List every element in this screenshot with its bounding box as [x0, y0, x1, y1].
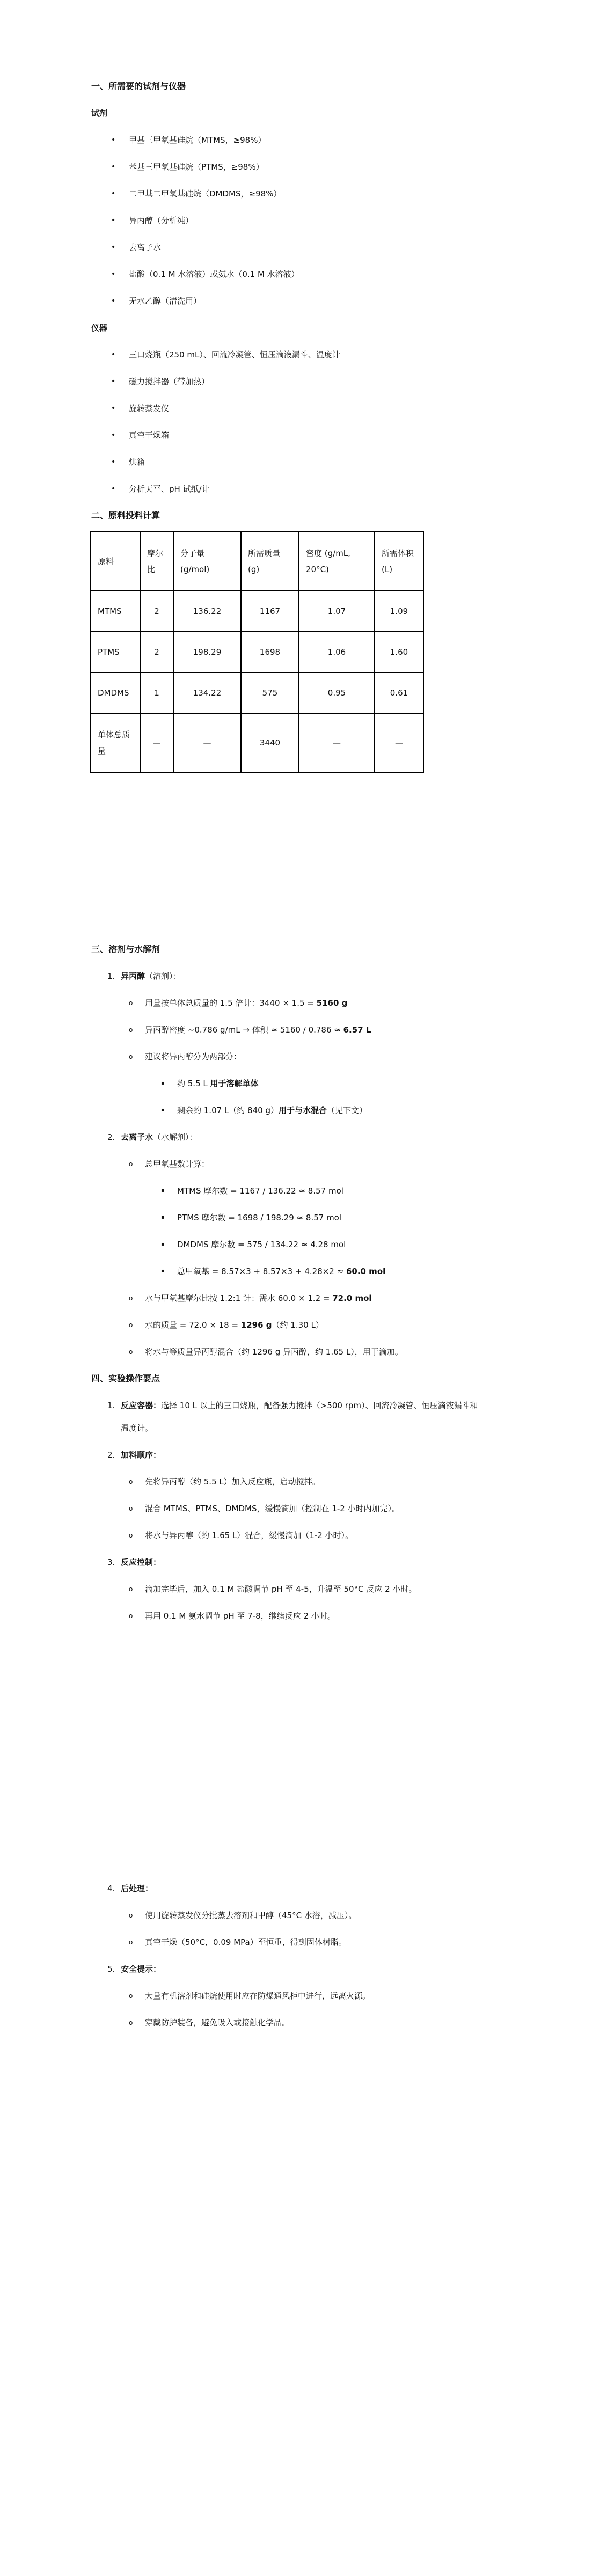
item-text: 再用 0.1 M 氨水调节 pH 至 7-8，继续反应 2 小时。 — [145, 1611, 335, 1621]
list-item — [91, 2011, 486, 2034]
table-header-cell: 所需质量 (g) — [241, 532, 299, 591]
circle-bullet-icon: o — [129, 2019, 133, 2026]
circle-bullet-icon: o — [129, 999, 133, 1007]
table-cell: 1.07 — [299, 591, 375, 632]
table-row — [91, 632, 423, 672]
bullet-icon: • — [111, 297, 116, 305]
section-title-3: 三、溶剂与水解剂 — [91, 944, 160, 954]
table-header-cell: 摩尔比 — [140, 532, 173, 591]
list-item-text: 三口烧瓶（250 mL）、回流冷凝管、恒压滴液漏斗、温度计 — [129, 350, 340, 360]
list-item — [91, 1260, 486, 1283]
item-text: （约 1.30 L） — [272, 1320, 324, 1330]
list-item — [91, 1470, 486, 1493]
table-cell: 单体总质量 — [91, 713, 140, 772]
reagents-heading: 试剂 — [91, 108, 108, 118]
list-item — [91, 1045, 486, 1068]
table-header-cell: 密度 (g/mL, 20°C) — [299, 532, 375, 591]
bullet-icon: • — [111, 270, 116, 279]
item-text: 建议将异丙醇分为两部分： — [145, 1052, 242, 1062]
list-item-text: 磁力搅拌器（带加热） — [129, 377, 210, 386]
item-text: 用量按单体总质量的 1.5 倍计：3440 × 1.5 = — [145, 998, 317, 1008]
square-bullet-icon: ▪ — [161, 1107, 165, 1113]
list-item — [91, 370, 486, 393]
bullet-icon: • — [111, 404, 116, 413]
numbered-item — [91, 1877, 486, 1900]
list-item-text: 盐酸（0.1 M 水溶液）或氨水（0.1 M 水溶液） — [129, 269, 299, 279]
list-item — [91, 1605, 486, 1627]
item-text: 穿戴防护装备，避免吸入或接触化学品。 — [145, 2018, 290, 2028]
section-title-2: 二、原料投料计算 — [91, 510, 160, 521]
numbered-item — [91, 1444, 486, 1466]
list-item-text: 二甲基二甲氧基硅烷（DMDMS，≥98%） — [129, 189, 282, 199]
list-item — [91, 1072, 486, 1095]
item-text: 混合 MTMS、PTMS、DMDMS，缓慢滴加（控制在 1-2 小时内加完）。 — [145, 1504, 400, 1513]
list-item — [91, 397, 486, 420]
section-title-1: 一、所需要的试剂与仪器 — [91, 81, 186, 91]
list-item — [91, 1578, 486, 1600]
list-item — [91, 478, 486, 500]
bullet-icon: • — [111, 431, 116, 440]
item-text: 约 5.5 L — [177, 1079, 210, 1088]
item-text: 滴加完毕后，加入 0.1 M 盐酸调节 pH 至 4-5，升温至 50°C 反应 2 小时。 — [145, 1584, 417, 1594]
list-item — [91, 451, 486, 473]
list-item — [91, 1985, 486, 2007]
item-text: 剩余约 1.07 L（约 840 g） — [177, 1106, 279, 1115]
item-text: 总甲氧基 = 8.57×3 + 8.57×3 + 4.28×2 ≈ — [177, 1267, 346, 1276]
bullet-icon: • — [111, 377, 116, 386]
circle-bullet-icon: o — [129, 1160, 133, 1168]
list-item — [91, 1524, 486, 1547]
item-number: 2. — [107, 1450, 115, 1460]
list-item-text: 无水乙醇（清洗用） — [129, 296, 202, 306]
item-number: 2. — [107, 1132, 115, 1142]
square-bullet-icon: ▪ — [161, 1080, 165, 1086]
item-text: （水解剂）： — [153, 1132, 198, 1142]
table-cell: — — [375, 713, 423, 772]
list-item — [91, 1233, 486, 1256]
table-cell: 2 — [140, 632, 173, 672]
item-number: 1. — [107, 1401, 115, 1410]
list-item — [91, 1153, 486, 1175]
square-bullet-icon: ▪ — [161, 1214, 165, 1220]
list-item-text: 苯基三甲氧基硅烷（PTMS，≥98%） — [129, 162, 264, 172]
table-cell: 3440 — [241, 713, 299, 772]
item-text-bold: 用于与水混合 — [278, 1106, 327, 1115]
numbered-item — [91, 1958, 486, 1980]
item-text: 真空干燥（50°C，0.09 MPa）至恒重，得到固体树脂。 — [145, 1937, 347, 1947]
item-text: 总甲氧基数计算： — [145, 1159, 210, 1169]
item-text: 将水与异丙醇（约 1.65 L）混合，缓慢滴加（1-2 小时）。 — [145, 1531, 354, 1540]
table-cell: 198.29 — [173, 632, 241, 672]
table-header-cell: 所需体积 (L) — [375, 532, 423, 591]
circle-bullet-icon: o — [129, 1053, 133, 1060]
table-cell: 0.95 — [299, 672, 375, 713]
bullet-icon: • — [111, 163, 116, 171]
list-item-text: 真空干燥箱 — [129, 430, 170, 440]
bullet-icon: • — [111, 485, 116, 493]
list-item — [91, 263, 486, 286]
item-text: 水的质量 = 72.0 × 18 = — [145, 1320, 241, 1330]
list-item — [91, 1180, 486, 1202]
table-cell: 1.60 — [375, 632, 423, 672]
item-text: 使用旋转蒸发仪分批蒸去溶剂和甲醇（45°C 水浴，减压）。 — [145, 1911, 357, 1920]
list-item — [91, 1497, 486, 1520]
list-item — [91, 1931, 486, 1953]
item-label: 去离子水 — [121, 1132, 153, 1142]
item-text: PTMS 摩尔数 = 1698 / 198.29 ≈ 8.57 mol — [177, 1213, 342, 1223]
table-cell: PTMS — [91, 632, 140, 672]
item-number: 3. — [107, 1557, 115, 1567]
square-bullet-icon: ▪ — [161, 1188, 165, 1194]
table-cell: 0.61 — [375, 672, 423, 713]
item-text-bold: 1296 g — [240, 1320, 272, 1330]
circle-bullet-icon: o — [129, 1585, 133, 1593]
circle-bullet-icon: o — [129, 1938, 133, 1946]
section-title-4: 四、实验操作要点 — [91, 1373, 160, 1384]
circle-bullet-icon: o — [129, 1348, 133, 1356]
item-label: 反应控制： — [121, 1557, 162, 1567]
table-cell: — — [140, 713, 173, 772]
circle-bullet-icon: o — [129, 1321, 133, 1329]
materials-table — [90, 531, 424, 773]
numbered-item — [91, 1551, 486, 1574]
table-row — [91, 672, 423, 713]
bullet-icon: • — [111, 458, 116, 466]
table-cell: 136.22 — [173, 591, 241, 632]
list-item — [91, 1904, 486, 1927]
table-cell: MTMS — [91, 591, 140, 632]
list-item — [91, 1314, 486, 1336]
bullet-icon: • — [111, 189, 116, 198]
square-bullet-icon: ▪ — [161, 1268, 165, 1274]
item-text-bold: 用于溶解单体 — [210, 1079, 259, 1088]
list-item-text: 旋转蒸发仪 — [129, 404, 170, 413]
list-item — [91, 290, 486, 312]
circle-bullet-icon: o — [129, 1294, 133, 1302]
list-item — [91, 1341, 486, 1363]
item-text: 先将异丙醇（约 5.5 L）加入反应瓶，启动搅拌。 — [145, 1477, 320, 1487]
instruments-heading: 仪器 — [91, 323, 108, 333]
item-text: 选择 10 L 以上的三口烧瓶，配备强力搅拌（>500 rpm）、回流冷凝管、恒压滴液漏斗和温度计。 — [121, 1401, 478, 1433]
bullet-icon: • — [111, 243, 116, 252]
item-text: DMDMS 摩尔数 = 575 / 134.22 ≈ 4.28 mol — [177, 1240, 346, 1249]
list-item — [91, 424, 486, 447]
list-item — [91, 1206, 486, 1229]
circle-bullet-icon: o — [129, 1992, 133, 2000]
table-cell: 575 — [241, 672, 299, 713]
list-item — [91, 129, 486, 151]
list-item — [91, 182, 486, 205]
item-number: 5. — [107, 1964, 115, 1974]
circle-bullet-icon: o — [129, 1532, 133, 1539]
table-header-row — [91, 532, 423, 591]
item-number: 1. — [107, 971, 115, 981]
table-cell: 1.06 — [299, 632, 375, 672]
item-text: 大量有机溶剂和硅烷使用时应在防爆通风柜中进行，远离火源。 — [145, 1991, 371, 2001]
item-text: （见下文） — [327, 1106, 368, 1115]
item-text: 异丙醇密度 ~0.786 g/mL → 体积 ≈ 5160 / 0.786 ≈ — [145, 1025, 343, 1035]
list-item — [91, 209, 486, 232]
square-bullet-icon: ▪ — [161, 1241, 165, 1247]
table-cell: 1698 — [241, 632, 299, 672]
bullet-icon: • — [111, 136, 116, 144]
list-item-text: 烘箱 — [129, 457, 145, 467]
item-label: 异丙醇 — [121, 971, 145, 981]
numbered-item — [91, 1126, 486, 1148]
circle-bullet-icon: o — [129, 1612, 133, 1620]
item-label: 安全提示： — [121, 1964, 162, 1974]
list-item-text: 异丙醇（分析纯） — [129, 216, 194, 225]
table-cell: 134.22 — [173, 672, 241, 713]
table-cell: 2 — [140, 591, 173, 632]
table-header-cell: 分子量 (g/mol) — [173, 532, 241, 591]
table-total-row — [91, 713, 423, 772]
item-text-bold: 60.0 mol — [346, 1267, 386, 1276]
list-item-text: 甲基三甲氧基硅烷（MTMS，≥98%） — [129, 135, 266, 145]
item-text: 水与甲氧基摩尔比按 1.2:1 计：需水 60.0 × 1.2 = — [145, 1293, 333, 1303]
item-text: MTMS 摩尔数 = 1167 / 136.22 ≈ 8.57 mol — [177, 1186, 343, 1196]
item-number: 4. — [107, 1884, 115, 1893]
list-item-text: 分析天平、pH 试纸/计 — [129, 484, 210, 494]
bullet-icon: • — [111, 216, 116, 225]
circle-bullet-icon: o — [129, 1026, 133, 1034]
item-label: 后处理： — [121, 1884, 153, 1893]
item-text: 将水与等质量异丙醇混合（约 1296 g 异丙醇，约 1.65 L），用于滴加。 — [145, 1347, 403, 1357]
circle-bullet-icon: o — [129, 1478, 133, 1485]
list-item — [91, 1099, 486, 1122]
circle-bullet-icon: o — [129, 1912, 133, 1919]
table-row — [91, 591, 423, 632]
table-cell: — — [173, 713, 241, 772]
numbered-item — [91, 1394, 486, 1439]
item-label: 反应容器： — [121, 1401, 162, 1410]
list-item-text: 去离子水 — [129, 243, 162, 252]
table-cell: — — [299, 713, 375, 772]
list-item — [91, 1019, 486, 1041]
list-item — [91, 156, 486, 178]
numbered-item — [91, 965, 486, 987]
item-text-bold: 5160 g — [316, 998, 348, 1008]
table-cell: 1.09 — [375, 591, 423, 632]
bullet-icon: • — [111, 350, 116, 359]
table-cell: 1167 — [241, 591, 299, 632]
list-item — [91, 343, 486, 366]
list-item — [91, 992, 486, 1014]
item-text-bold: 6.57 L — [343, 1025, 371, 1035]
item-label: 加料顺序： — [121, 1450, 162, 1460]
table-header-cell: 原料 — [91, 532, 140, 591]
item-text-bold: 72.0 mol — [332, 1293, 372, 1303]
list-item — [91, 236, 486, 259]
circle-bullet-icon: o — [129, 1505, 133, 1512]
table-cell: 1 — [140, 672, 173, 713]
item-text: （溶剂）： — [145, 971, 181, 981]
table-cell: DMDMS — [91, 672, 140, 713]
list-item — [91, 1287, 486, 1309]
